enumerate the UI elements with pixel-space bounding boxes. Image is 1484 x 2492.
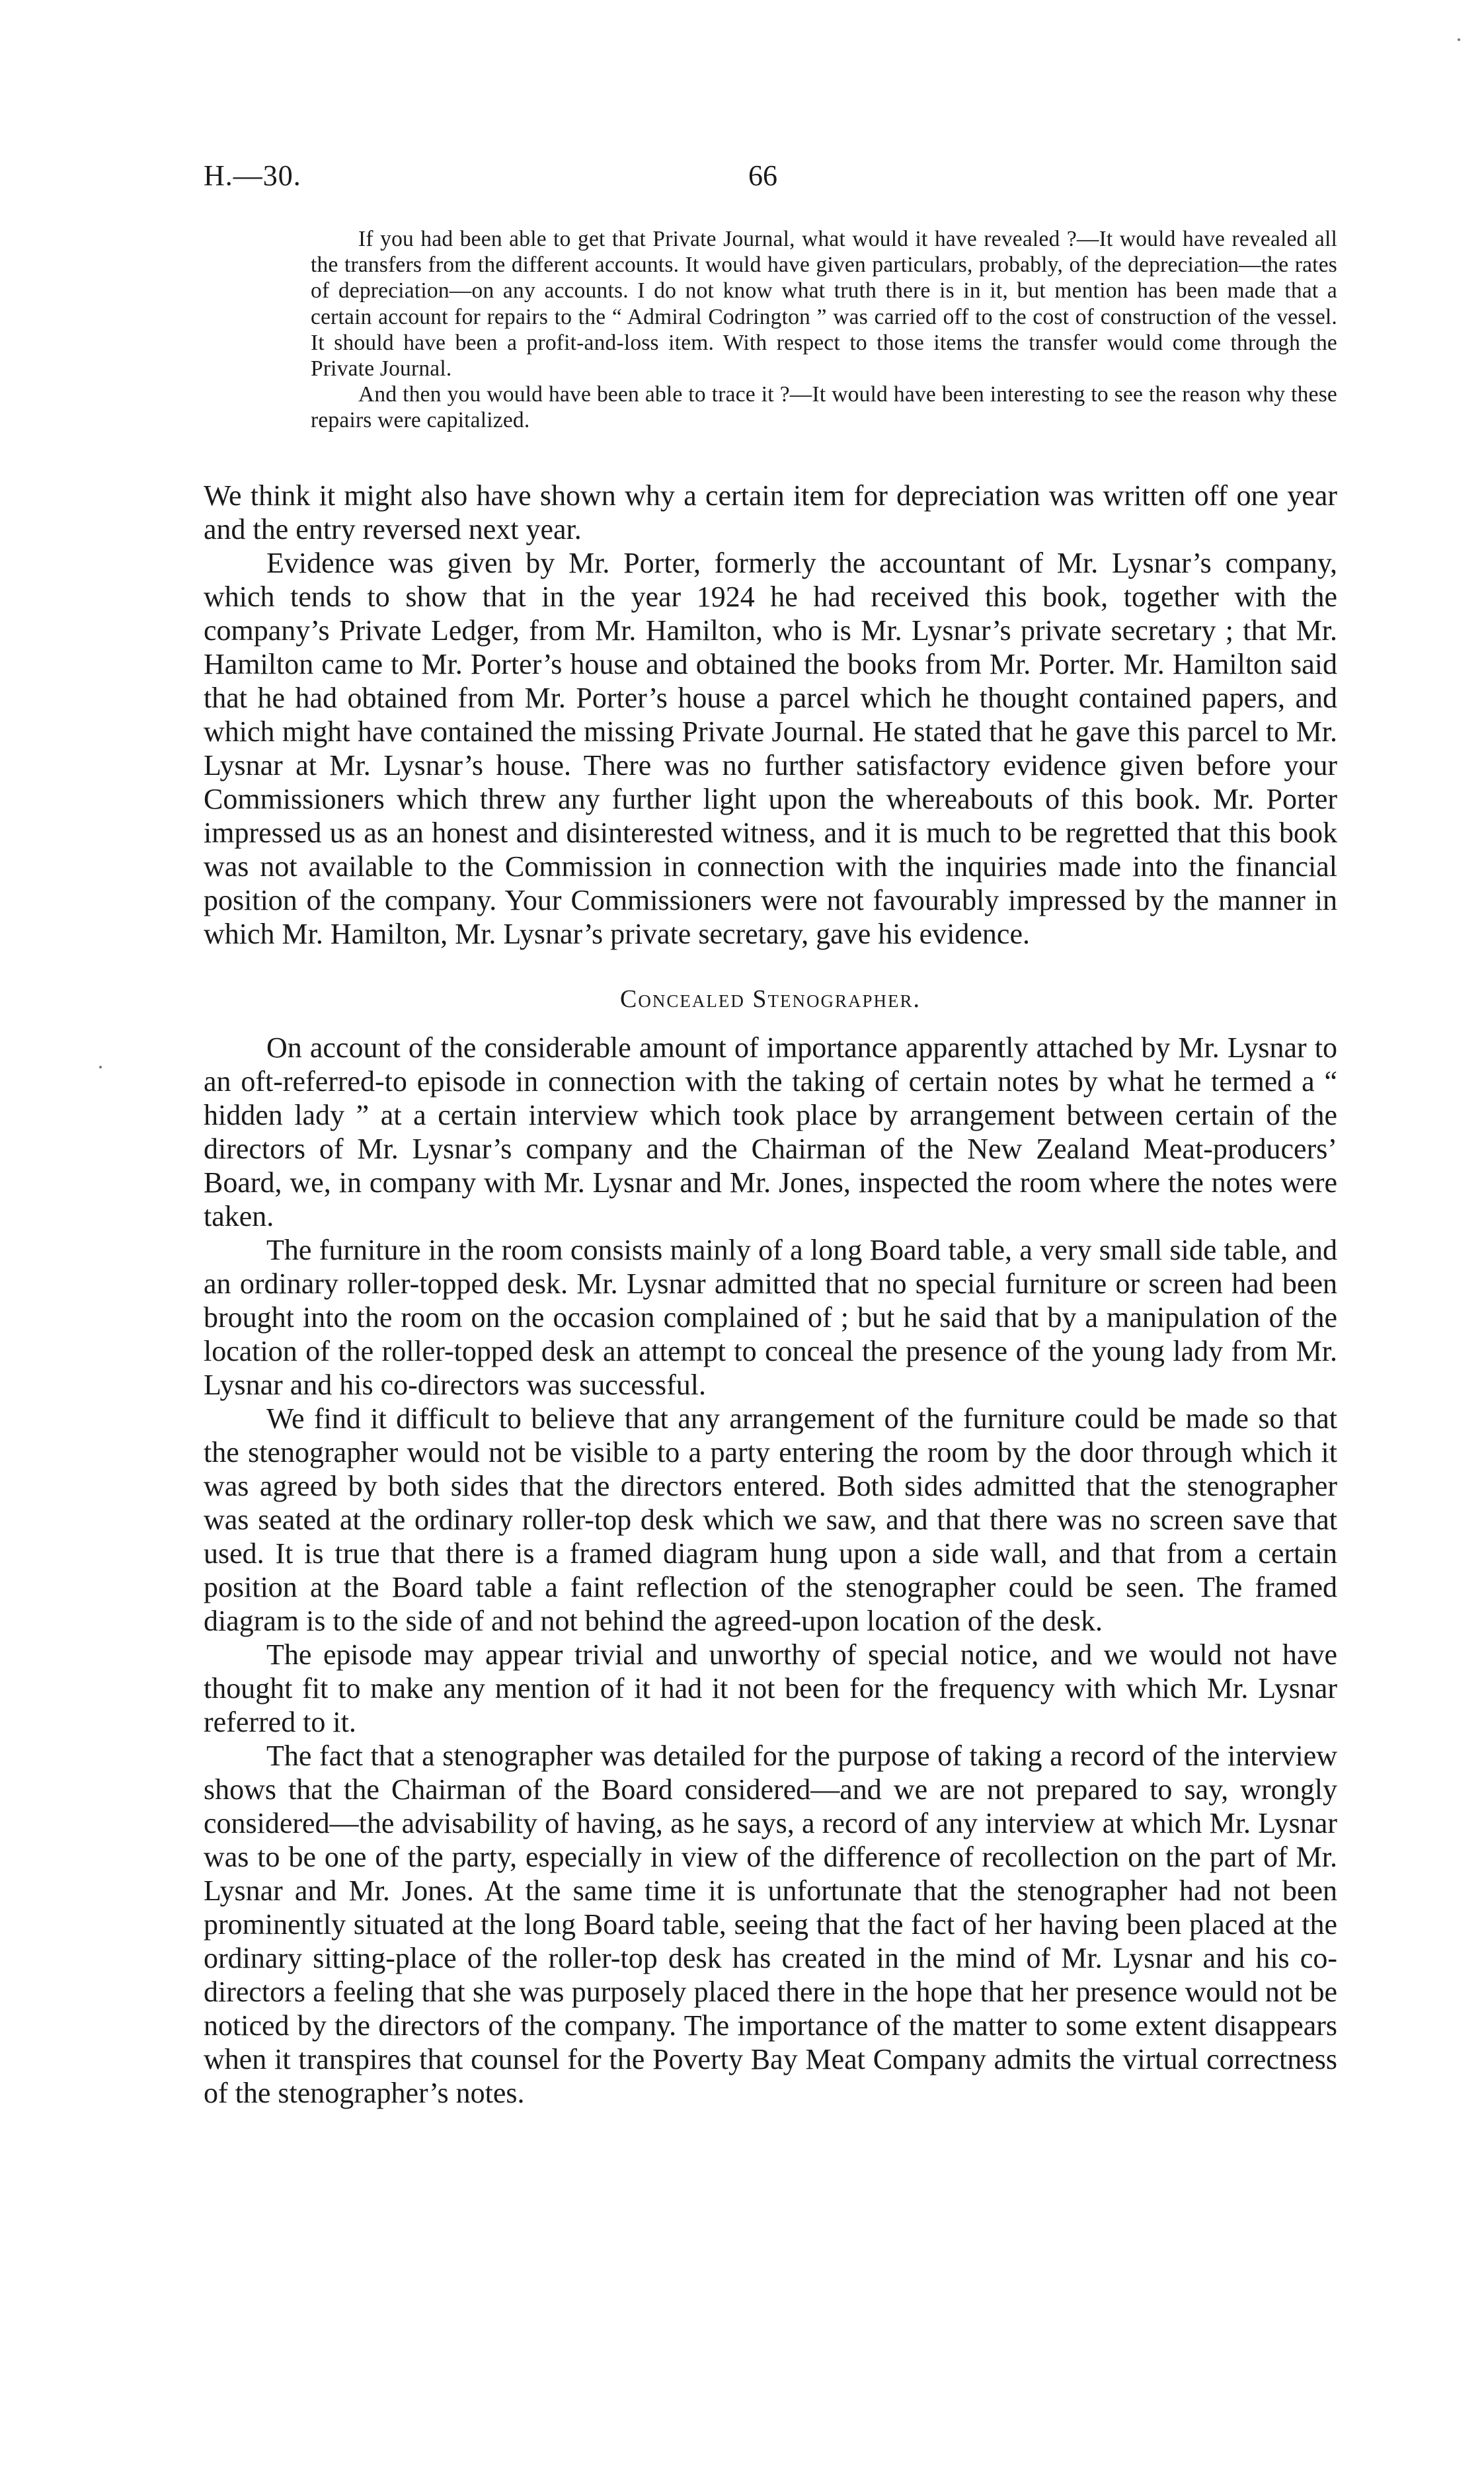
section-heading: Concealed Stenographer. <box>620 985 921 1013</box>
scan-speck <box>99 1066 102 1068</box>
body-paragraph: We find it difficult to believe that any arrangement of the furniture could be made so that the stenographer would not be visible to a party entering the room by the door through which it was agreed by both sides that the directors entered. Both sides admitted that the stenographer was seated at the ordinary roller-top desk which we saw, and that there was no screen save that used. It is true that there is a framed diagram hung upon a side wall, and that from a certain position at the Board table a faint reflection of the stenographer could be seen. The framed diagram is to the side of and not behind the agreed-upon location of the desk. <box>204 1402 1337 1637</box>
scan-speck <box>1458 38 1460 41</box>
evidence-excerpt <box>311 226 1337 434</box>
document-reference: H.—30. <box>204 159 301 192</box>
page-header <box>0 159 1484 205</box>
body-paragraph: Evidence was given by Mr. Porter, formerly the accountant of Mr. Lysnar’s company, which tends to show that in the year 1924 he had received this book, together with the company’s Private Ledger, from Mr. Hamilton, who is Mr. Lysnar’s private secretary ; that Mr. Hamilton came to Mr. Porter’s house and obtained the books from Mr. Porter. Mr. Hamilton said that he had obtained from Mr. Porter’s house a parcel which he thought contained papers, and which might have contained the missing Private Journal. He stated that he gave this parcel to Mr. Lysnar at Mr. Lysnar’s house. There was no further satisfactory evidence given before your Commissioners which threw any further light upon the whereabouts of this book. Mr. Porter impressed us as an honest and disinterested witness, and it is much to be regretted that this book was not available to the Commission in connection with the inquiries made into the financial position of the company. Your Commissioners were not favourably impressed by the manner in which Mr. Hamilton, Mr. Lysnar’s private secretary, gave his evidence. <box>204 547 1337 950</box>
main-text <box>204 479 1337 2110</box>
body-paragraph: On account of the considerable amount of importance apparently attached by Mr. Lysnar to an oft-referred-to episode in connection with the taking of certain notes by what he termed a “ hidden lady ” at a certain interview which took place by arrangement between certain of the directors of Mr. Lysnar’s company and the Chairman of the New Zealand Meat-producers’ Board, we, in company with Mr. Lysnar and Mr. Jones, inspected the room where the notes were taken. <box>204 1031 1337 1232</box>
body-paragraph: The fact that a stenographer was detailed for the purpose of taking a record of the interview shows that the Chairman of the Board considered—and we are not prepared to say, wrongly considered—the advisability of having, as he says, a record of any interview at which Mr. Lysnar was to be one of the party, especially in view of the difference of recollection on the part of Mr. Lysnar and Mr. Jones. At the same time it is unfortunate that the stenographer had not been prominently situated at the long Board table, seeing that the fact of her having been placed at the ordinary sitting-place of the roller-top desk has created in the mind of Mr. Lysnar and his co-directors a feeling that she was purposely placed there in the hope that her presence would not be noticed by the directors of the company. The importance of the matter to some extent disappears when it transpires that counsel for the Poverty Bay Meat Company admits the virtual correctness of the stenographer’s notes. <box>204 1740 1337 2109</box>
evidence-paragraph: And then you would have been able to trace it ?—It would have been interesting to see the reason why these repairs were capitalized. <box>311 382 1337 433</box>
body-paragraph: We think it might also have shown why a certain item for depreciation was written off one year and the entry reversed next year. <box>204 479 1337 545</box>
page-number: 66 <box>748 159 777 192</box>
body-paragraph: The furniture in the room consists mainly of a long Board table, a very small side table, and an ordinary roller-topped desk. Mr. Lysnar admitted that no special furniture or screen had been brought into the room on the occasion complained of ; but he said that by a manipulation of the location of the roller-topped desk an attempt to conceal the presence of the young lady from Mr. Lysnar and his co-directors was successful. <box>204 1234 1337 1401</box>
evidence-paragraph: If you had been able to get that Private Journal, what would it have revealed ?—It would have revealed all the transfers from the different accounts. It would have given particulars, probably, of the depreciation—the rates of depreciation—on any accounts. I do not know what truth there is in it, but mention has been made that a certain account for repairs to the “ Admiral Codrington ” was carried off to the cost of construction of the vessel. It should have been a profit-and-loss item. With respect to those items the transfer would come through the Private Journal. <box>311 227 1337 382</box>
body-paragraph: The episode may appear trivial and unworthy of special notice, and we would not have thought fit to make any mention of it had it not been for the frequency with which Mr. Lysnar referred to it. <box>204 1638 1337 1738</box>
